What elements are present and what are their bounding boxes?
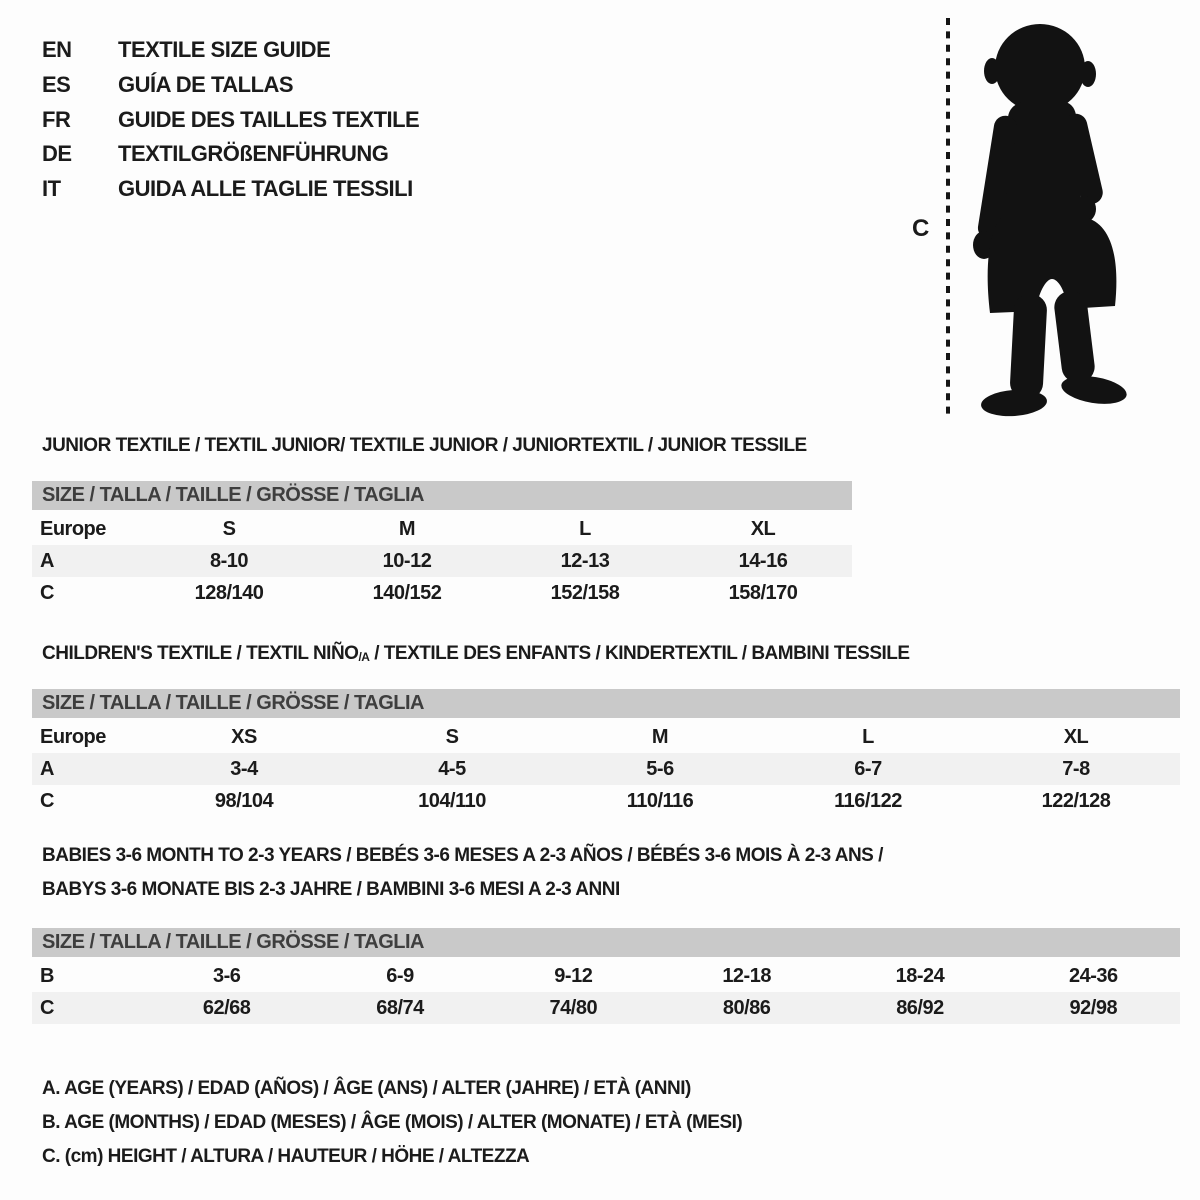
language-code: IT — [42, 176, 61, 202]
size-cell: 18-24 — [895, 965, 945, 987]
size-cell: S — [445, 726, 459, 748]
language-row — [42, 68, 419, 103]
size-cell: 128/140 — [194, 582, 264, 604]
language-row — [42, 102, 419, 137]
size-cell: 6-7 — [854, 758, 882, 780]
size-table — [32, 928, 1180, 1024]
size-cell: 74/80 — [549, 997, 598, 1019]
language-row — [42, 137, 419, 172]
size-cell: 5-6 — [646, 758, 674, 780]
table-header-bar: SIZE / TALLA / TAILLE / GRÖSSE / TAGLIA — [32, 689, 1180, 718]
row-label: A — [40, 758, 54, 780]
size-cell: 9-12 — [554, 965, 593, 987]
table-header-bar: SIZE / TALLA / TAILLE / GRÖSSE / TAGLIA — [32, 928, 1180, 957]
table-row — [32, 785, 1180, 817]
section-title-text: / TEXTILE DES ENFANTS / KINDERTEXTIL / BAMBINI TESSILE — [369, 643, 910, 664]
size-cell: 86/92 — [896, 997, 944, 1019]
size-cell: 3-4 — [230, 758, 258, 780]
language-code: ES — [42, 72, 71, 98]
size-cell: XS — [231, 726, 257, 748]
guide-title: TEXTILGRÖßENFÜHRUNG — [118, 141, 389, 167]
size-cell: 152/158 — [550, 582, 620, 604]
row-label: Europe — [40, 726, 106, 748]
table-row — [32, 960, 1180, 992]
language-code: EN — [42, 37, 72, 63]
size-cell: XL — [1063, 726, 1089, 748]
guide-title: TEXTILE SIZE GUIDE — [118, 37, 331, 63]
section-title — [42, 642, 1180, 669]
section-babies — [32, 844, 1180, 1074]
section-title-text: CHILDREN'S TEXTILE / TEXTIL NIÑO — [42, 643, 359, 664]
legend-line: B. AGE (MONTHS) / EDAD (MESES) / ÂGE (MOIS) / ALTER (MONATE) / ETÀ (MESI) — [42, 1112, 743, 1133]
legend-line: A. AGE (YEARS) / EDAD (AÑOS) / ÂGE (ANS) / ALTER (JAHRE) / ETÀ (ANNI) — [42, 1078, 691, 1099]
size-cell: M — [651, 726, 669, 748]
language-code: FR — [42, 106, 71, 132]
size-cell: S — [222, 518, 236, 540]
size-cell: 80/86 — [722, 997, 771, 1019]
table-header-bar: SIZE / TALLA / TAILLE / GRÖSSE / TAGLIA — [32, 481, 852, 510]
size-table — [32, 689, 1180, 817]
size-cell: 98/104 — [214, 790, 274, 812]
size-cell: 4-5 — [438, 758, 466, 780]
table-row — [32, 721, 1180, 753]
size-cell: 3-6 — [212, 965, 241, 987]
legend — [42, 1072, 742, 1174]
language-row — [42, 172, 419, 207]
toddler-figure — [900, 15, 1160, 427]
size-cell: 62/68 — [202, 997, 251, 1019]
size-cell: M — [398, 518, 416, 540]
table-row — [32, 513, 852, 545]
size-cell: 140/152 — [372, 582, 442, 604]
size-cell: 104/110 — [418, 790, 486, 812]
table-row — [32, 992, 1180, 1024]
table-row — [32, 577, 852, 609]
section-title — [42, 844, 1180, 901]
guide-title: GUIDE DES TAILLES TEXTILE — [118, 106, 420, 132]
size-cell: 10-12 — [382, 550, 432, 572]
row-label: Europe — [40, 518, 106, 540]
table-row — [32, 753, 1180, 785]
height-measure-label: C — [912, 215, 930, 242]
size-cell: L — [579, 518, 591, 540]
size-cell: 158/170 — [728, 582, 798, 604]
size-cell: 14-16 — [738, 550, 788, 572]
guide-title: GUIDA ALLE TAGLIE TESSILI — [118, 176, 413, 202]
language-code: DE — [42, 141, 72, 167]
section-title-line: BABYS 3-6 MONATE BIS 2-3 JAHRE / BAMBINI 3-6 MESI A 2-3 ANNI — [42, 879, 620, 900]
size-cell: 8-10 — [209, 550, 249, 572]
size-cell: 6-9 — [386, 965, 414, 987]
row-label: A — [40, 550, 54, 572]
language-title-list — [42, 33, 419, 206]
size-cell: XL — [750, 518, 776, 540]
size-cell: L — [862, 726, 874, 748]
table-row — [32, 545, 852, 577]
section-title-line: JUNIOR TEXTILE / TEXTIL JUNIOR/ TEXTILE JUNIOR / JUNIORTEXTIL / JUNIOR TESSILE — [42, 435, 807, 456]
size-table — [32, 481, 852, 609]
height-dashed-line — [944, 18, 952, 418]
size-cell: 122/128 — [1041, 790, 1111, 812]
size-cell: 110/116 — [626, 790, 694, 812]
size-cell: 12-13 — [560, 550, 610, 572]
row-label: C — [40, 997, 54, 1019]
section-title-subscript: /A — [358, 650, 370, 664]
size-cell: 92/98 — [1069, 997, 1118, 1019]
row-label: C — [40, 582, 54, 604]
size-cell: 24-36 — [1068, 965, 1118, 987]
row-label: B — [40, 965, 54, 987]
section-children — [32, 642, 1180, 847]
size-cell: 116/122 — [834, 790, 902, 812]
section-junior — [32, 434, 1180, 644]
section-title — [42, 434, 1180, 457]
size-cell: 12-18 — [722, 965, 771, 987]
language-row — [42, 33, 419, 68]
size-cell: 68/74 — [376, 997, 424, 1019]
toddler-silhouette — [970, 19, 1142, 419]
size-cell: 7-8 — [1062, 758, 1090, 780]
guide-title: GUÍA DE TALLAS — [118, 72, 294, 98]
legend-line: C. (cm) HEIGHT / ALTURA / HAUTEUR / HÖHE / ALTEZZA — [42, 1146, 530, 1167]
section-title-line: BABIES 3-6 MONTH TO 2-3 YEARS / BEBÉS 3-6 MESES A 2-3 AÑOS / BÉBÉS 3-6 MOIS À 2-3 ANS / — [42, 845, 883, 866]
row-label: C — [40, 790, 54, 812]
